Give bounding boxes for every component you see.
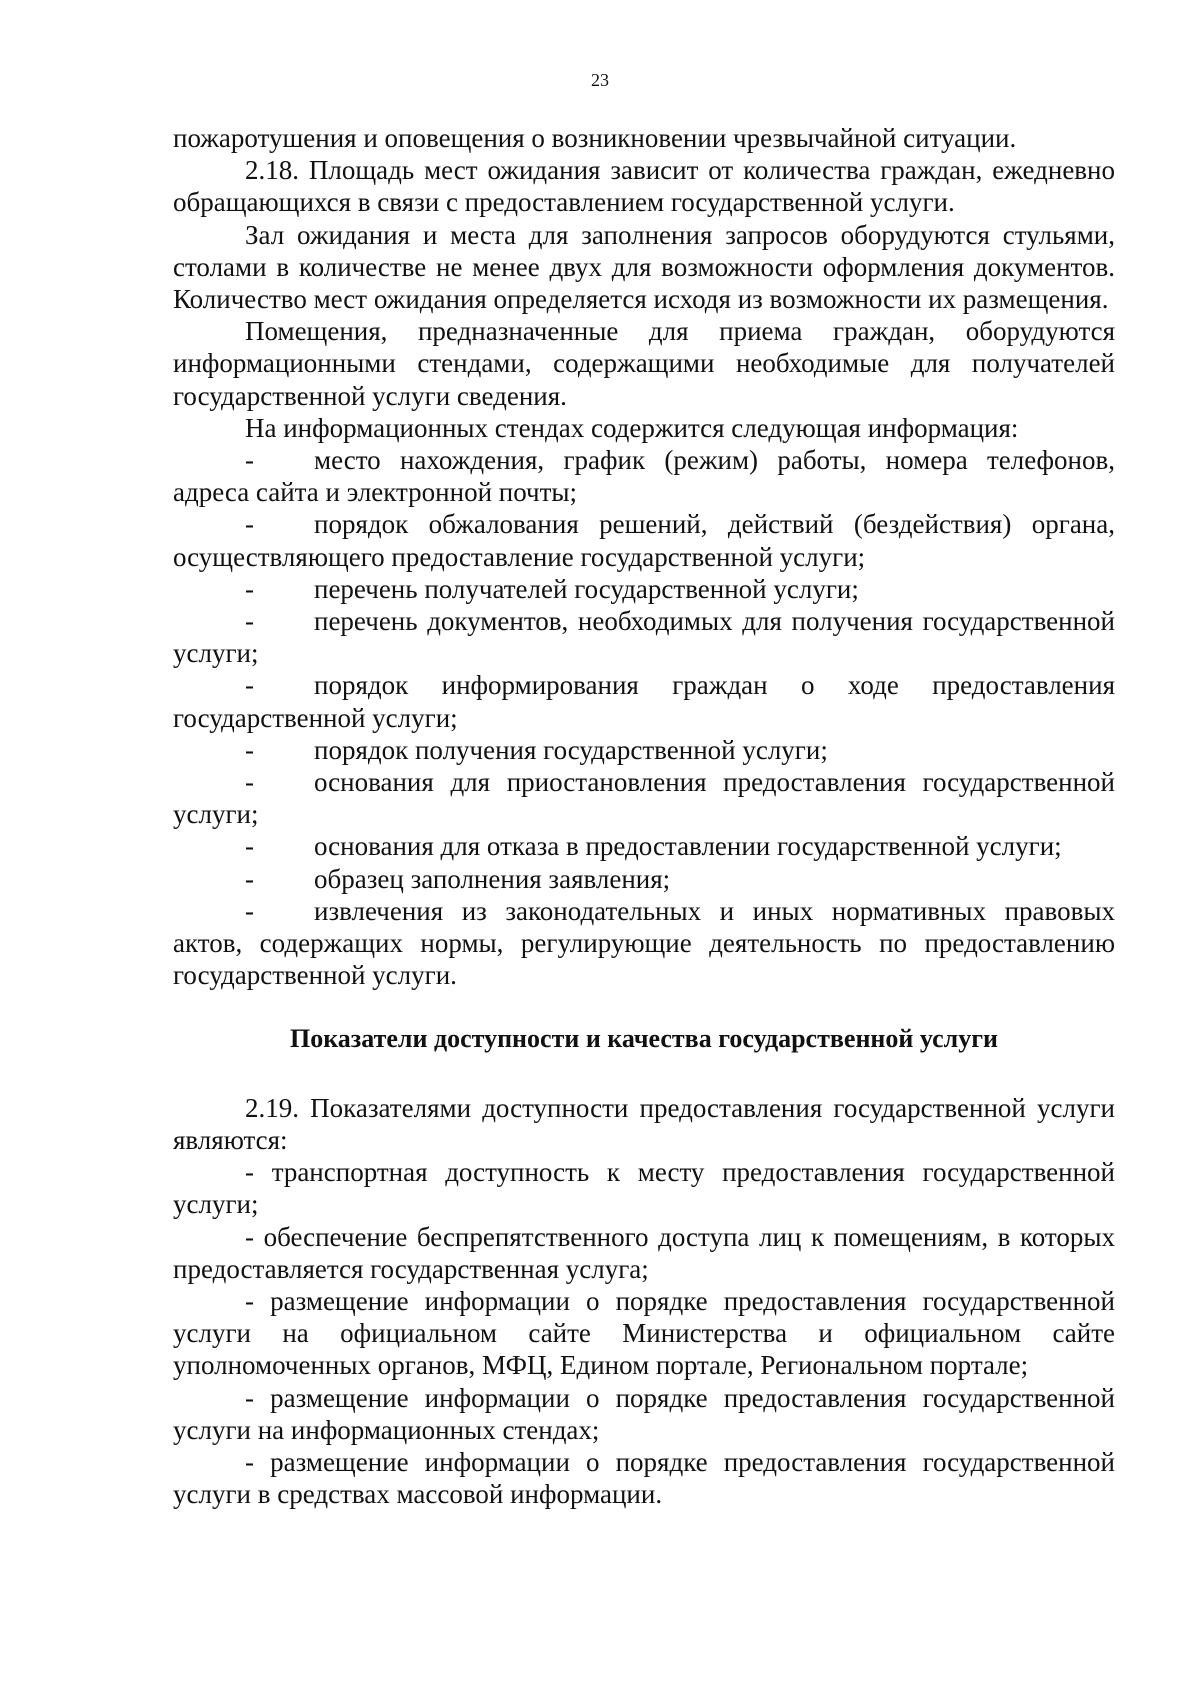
list-item-text: основания для приостановления предоставления государственной услуги; [173,767,1115,830]
list-dash: - [245,573,254,604]
list-item-text: извлечения из законодательных и иных нормативных правовых актов, содержащих нормы, регулирующие деятельность по предоставлению государственной услуги. [173,895,1115,991]
list-item [173,734,1115,766]
list-item-text: образец заполнения заявления; [314,863,671,894]
list-item-text: порядок обжалования решений, действий (бездействия) органа, осуществляющего предоставление государственной услуги; [173,509,1115,572]
list-dash: - [245,895,254,926]
paragraph-info-stands-placement: - размещение информации о порядке предоставления государственной услуги на информационных стендах; [173,1382,1115,1445]
list-item [173,508,1115,572]
list-item [173,895,1115,992]
list-item-text: порядок информирования граждан о ходе предоставления государственной услуги; [173,670,1115,733]
list-dash: - [245,831,254,862]
list-item [173,766,1115,830]
list-item [173,444,1115,508]
paragraph-transport-access: - транспортная доступность к месту предоставления государственной услуги; [173,1157,1115,1220]
list-item [173,830,1115,862]
list-dash: - [245,863,254,894]
list-item-text: порядок получения государственной услуги; [314,734,828,765]
list-item-text: перечень документов, необходимых для получения государственной услуги; [173,606,1115,669]
list-item-text: перечень получателей государственной услуги; [314,573,859,604]
list-item [173,573,1115,605]
list-item-text: место нахождения, график (режим) работы, номера телефонов, адреса сайта и электронной почты; [173,445,1115,508]
list-item [173,863,1115,895]
paragraph-fire-alert: пожаротушения и оповещения о возникновении чрезвычайной ситуации. [173,123,1017,153]
list-dash: - [245,445,254,476]
list-dash: - [245,767,254,798]
list-dash: - [245,509,254,540]
list-dash: - [245,606,254,637]
document-body [173,122,1115,1510]
list-dash: - [245,670,254,701]
paragraph-info-websites: - размещение информации о порядке предоставления государственной услуги на официальном сайте Министерства и официальном сайте уполномоченных органов, МФЦ, Едином портале, Региональном портале; [173,1285,1115,1381]
list-item [173,605,1115,669]
page-number: 23 [591,70,609,90]
paragraph-stand-contents-intro: На информационных стендах содержится следующая информация: [245,412,1019,443]
paragraph-waiting-hall: Зал ожидания и места для заполнения запросов оборудуются стульями, столами в количестве не менее двух для возможности оформления документов. Количество мест ожидания определяется исходя из возможности их размещения. [173,219,1115,315]
list-item [173,669,1115,733]
stand-items-list [173,444,1115,991]
paragraph-2-18: 2.18. Площадь мест ожидания зависит от количества граждан, ежедневно обращающихся в связи с предоставлением государственной услуги. [173,155,1115,218]
list-dash: - [245,734,254,765]
list-item-text: основания для отказа в предоставлении государственной услуги; [314,831,1062,862]
paragraph-info-mass-media: - размещение информации о порядке предоставления государственной услуги в средствах массовой информации. [173,1446,1115,1510]
section-heading: Показатели доступности и качества государственной услуги [289,1024,999,1054]
paragraph-2-19: 2.19. Показателями доступности предоставления государственной услуги являются: [173,1092,1115,1155]
paragraph-unobstructed-access: - обеспечение беспрепятственного доступа лиц к помещениям, в которых предоставляется государственная услуга; [173,1221,1115,1284]
paragraph-info-stands: Помещения, предназначенные для приема граждан, оборудуются информационными стендами, содержащими необходимые для получателей государственной услуги сведения. [173,316,1115,411]
